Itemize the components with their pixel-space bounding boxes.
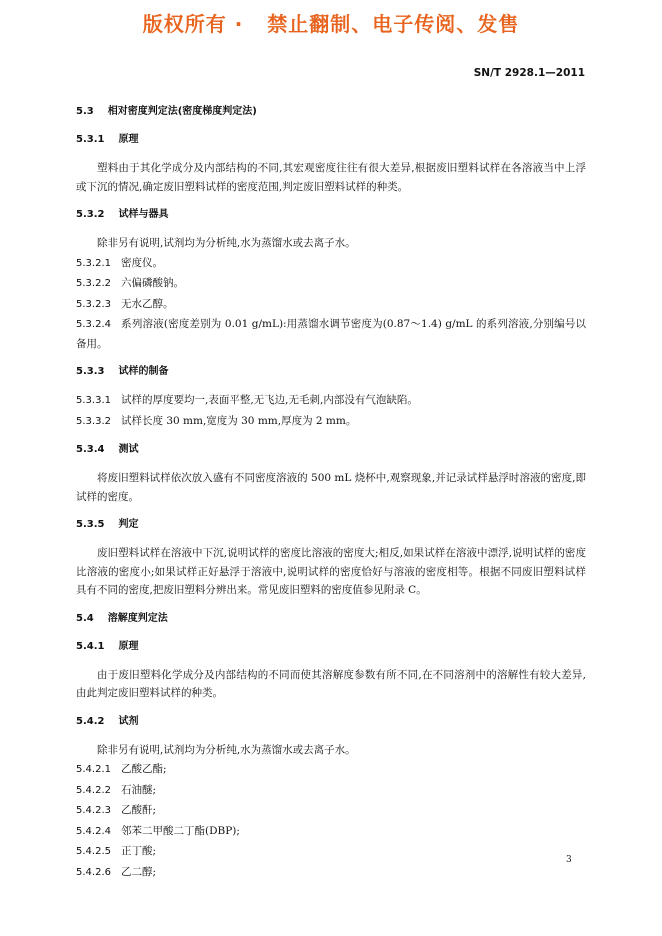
item-number: 5.4.2.5 (76, 846, 111, 857)
section-number: 5.4.1 (76, 640, 105, 652)
section-title: 测试 (118, 444, 139, 455)
section-heading-5-4 (76, 610, 586, 628)
item-text: 乙二醇; (121, 865, 157, 878)
list-item (76, 315, 586, 353)
item-number: 5.3.2.4 (76, 319, 111, 330)
list-item (76, 274, 586, 294)
item-number: 5.4.2.4 (76, 825, 111, 837)
section-title: 溶解度判定法 (107, 612, 168, 624)
list-item (76, 842, 586, 862)
item-number: 5.3.2.2 (76, 278, 111, 289)
item-text: 石油醚; (121, 783, 157, 796)
copyright-watermark: 版权所有 · 禁止翻制、电子传阅、发售 (142, 12, 520, 36)
section-number: 5.3.3 (76, 366, 105, 377)
section-title: 试样与器具 (118, 209, 169, 220)
item-text: 正丁酸; (121, 845, 157, 857)
paragraph-test: 将废旧塑料试样依次放入盛有不同密度溶液的 500 mL 烧杯中,观察现象,并记录试样悬浮时溶液的密度,即试样的密度。 (76, 472, 586, 503)
item-number: 5.4.2.3 (76, 805, 111, 816)
item-number: 5.3.3.1 (76, 395, 111, 406)
item-number: 5.4.2.2 (76, 784, 111, 796)
list-item (76, 822, 586, 842)
section-number: 5.4 (76, 612, 94, 624)
section-title: 原理 (118, 640, 139, 652)
section-heading-5-3-3 (76, 363, 586, 381)
item-text: 六偏磷酸钠。 (121, 277, 184, 289)
section-number: 5.3 (76, 106, 94, 117)
paragraph-solubility-principle: 由于废旧塑料化学成分及内部结构的不同而使其溶解度参数有所不同,在不同溶剂中的溶解性有较大差异,由此判定废旧塑料试样的种类。 (76, 668, 586, 699)
section-number: 5.3.4 (76, 444, 105, 455)
item-text: 试样长度 30 mm,宽度为 30 mm,厚度为 2 mm。 (121, 414, 357, 427)
paragraph-reagent-note: 除非另有说明,试剂均为分析纯,水为蒸馏水或去离子水。 (97, 237, 356, 249)
paragraph-reagent-note: 除非另有说明,试剂均为分析纯,水为蒸馏水或去离子水。 (97, 743, 356, 756)
item-text: 乙酸酐; (121, 804, 157, 816)
item-number: 5.3.2.1 (76, 257, 111, 269)
list-item (76, 781, 586, 801)
item-number: 5.4.2.1 (76, 764, 111, 775)
item-text: 乙酸乙酯; (121, 763, 167, 775)
section-title: 试剂 (118, 715, 139, 727)
section-title: 判定 (118, 519, 139, 530)
section-number: 5.3.5 (76, 519, 105, 530)
document-body (76, 103, 586, 883)
section-title: 原理 (118, 134, 139, 145)
section-heading-5-4-2 (76, 713, 586, 731)
section-title: 试样的制备 (118, 366, 169, 377)
paragraph-judgement: 废旧塑料试样在溶液中下沉,说明试样的密度比溶液的密度大;相反,如果试样在溶液中漂浮,说明试样的密度比溶液的密度小;如果试样正好悬浮于溶液中,说明试样的密度恰好与溶液的密度相等。根据不同废旧塑料试样具有不同的密度,把废旧塑料分辨出来。常见废旧塑料的密度值参见附录 C。 (76, 547, 586, 596)
standard-code: SN/T 2928.1—2011 (473, 67, 585, 79)
section-heading-5-3-5 (76, 516, 586, 534)
section-heading-5-4-1 (76, 638, 586, 656)
item-number: 5.4.2.6 (76, 866, 111, 878)
list-item (76, 863, 586, 883)
item-text: 系列溶液(密度差别为 0.01 g/mL):用蒸馏水调节密度为(0.87～1.4) g/mL 的系列溶液,分别编号以备用。 (76, 318, 586, 350)
section-heading-5-3 (76, 103, 586, 121)
page-number: 3 (566, 855, 572, 865)
item-text: 邻苯二甲酸二丁酯(DBP); (121, 824, 240, 837)
section-number: 5.3.1 (76, 134, 105, 145)
section-number: 5.3.2 (76, 209, 105, 220)
section-heading-5-3-1 (76, 131, 586, 149)
list-item (76, 254, 586, 274)
section-title: 相对密度判定法(密度梯度判定法) (107, 106, 257, 117)
list-item (76, 391, 586, 411)
section-number: 5.4.2 (76, 715, 105, 727)
paragraph-principle: 塑料由于其化学成分及内部结构的不同,其宏观密度往往有很大差异,根据废旧塑料试样在各溶液当中上浮或下沉的情况,确定废旧塑料试样的密度范围,判定废旧塑料试样的种类。 (76, 162, 586, 193)
list-item (76, 295, 586, 315)
list-item (76, 801, 586, 821)
section-heading-5-3-4 (76, 441, 586, 459)
list-item (76, 412, 586, 432)
item-number: 5.3.3.2 (76, 415, 111, 427)
item-text: 无水乙醇。 (121, 297, 174, 310)
item-number: 5.3.2.3 (76, 298, 111, 310)
item-text: 密度仪。 (121, 256, 163, 269)
list-item (76, 760, 586, 780)
item-text: 试样的厚度要均一,表面平整,无飞边,无毛刺,内部没有气泡缺陷。 (121, 394, 418, 406)
section-heading-5-3-2 (76, 206, 586, 224)
